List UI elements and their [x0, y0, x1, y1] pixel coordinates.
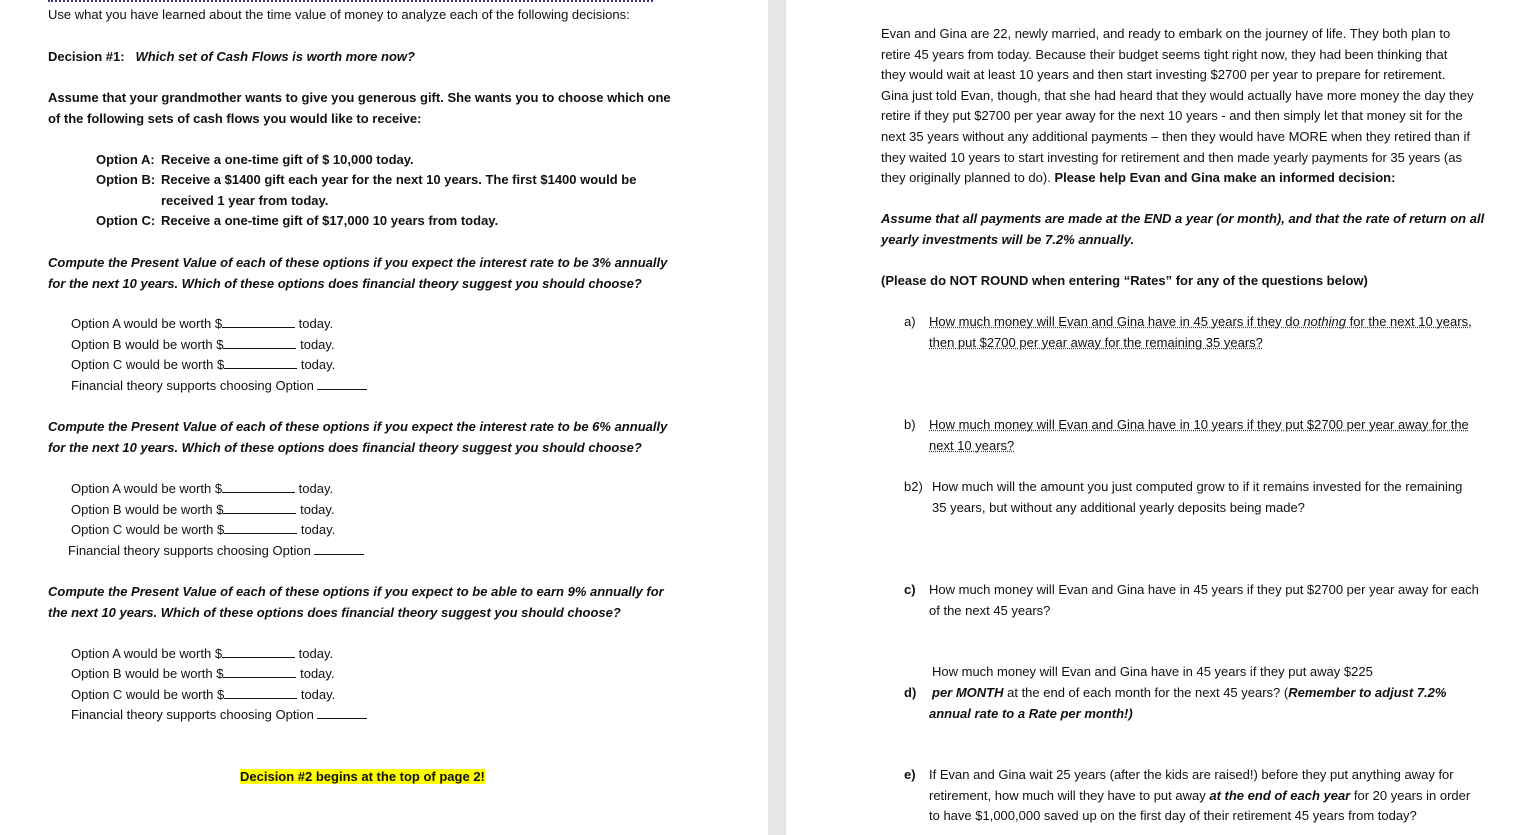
block2-option-a-row	[71, 479, 333, 500]
supports-prompt: Financial theory supports choosing Option	[71, 707, 314, 722]
story-last-bold: Please help Evan and Gina make an informed decision:	[1054, 170, 1396, 185]
block3-option-c-row	[71, 685, 335, 706]
qd-bold: Remember to adjust 7.2%	[1288, 685, 1447, 700]
option-b-prompt: Option B would be worth $	[71, 502, 224, 517]
today-label: today.	[300, 687, 336, 702]
answer-blank[interactable]	[222, 479, 295, 493]
option-a-label: Option A:	[96, 152, 155, 167]
option-b-label: Option B:	[96, 172, 156, 187]
choice-blank[interactable]	[317, 376, 367, 390]
option-c-prompt: Option C would be worth $	[71, 357, 225, 372]
qa-post: for the next 10 years,	[1345, 314, 1472, 329]
option-b-prompt: Option B would be worth $	[71, 666, 224, 681]
question-b2-label: b2)	[904, 479, 923, 494]
assumption-line-1: Assume that all payments are made at the END a year (or month), and that the rate of return on all	[881, 211, 1485, 226]
story-line-5: retire if they put $2700 per year away for the next 10 years - and then simply let that money sit for the	[881, 108, 1463, 123]
answer-blank[interactable]	[222, 314, 295, 328]
option-a-prompt: Option A would be worth $	[71, 481, 223, 496]
qd-post: at the end of each month for the next 45 years? (	[1003, 685, 1289, 700]
answer-blank[interactable]	[223, 335, 296, 349]
option-b-text-1: Receive a $1400 gift each year for the next 10 years. The first $1400 would be	[161, 172, 637, 187]
decision2-note-text: Decision #2 begins at the top of page 2!	[240, 769, 485, 784]
supports-prompt: Financial theory supports choosing Option	[71, 378, 314, 393]
qa-pre: How much money will Evan and Gina have in 45 years if they do	[929, 314, 1304, 329]
today-label: today.	[300, 337, 335, 352]
question-e-line-2	[929, 786, 1470, 807]
today-label: today.	[300, 522, 336, 537]
block2-option-b-row	[71, 500, 335, 521]
story-line-7: they waited 10 years to start investing for retirement and then made yearly payments for 35 years (as	[881, 150, 1462, 165]
block3-option-b-row	[71, 664, 335, 685]
assume-line-1: Assume that your grandmother wants to give you generous gift. She wants you to choose which one	[48, 90, 671, 105]
assumption-line-2: yearly investments will be 7.2% annually.	[881, 232, 1135, 247]
question-a-label: a)	[904, 314, 916, 329]
block2-question-line-1: Compute the Present Value of each of these options if you expect the interest rate to be 6% annually	[48, 419, 668, 434]
decision2-note	[240, 767, 485, 788]
qa-em: nothing	[1303, 314, 1346, 329]
question-a-line-1	[929, 312, 1472, 333]
today-label: today.	[298, 316, 334, 331]
question-e-line-1: If Evan and Gina wait 25 years (after the kids are raised!) before they put anything away for	[929, 767, 1454, 782]
option-c-prompt: Option C would be worth $	[71, 687, 225, 702]
question-c-line-2: of the next 45 years?	[929, 603, 1051, 618]
qe-bold: at the end of each year	[1209, 788, 1351, 803]
block1-option-a-row	[71, 314, 333, 335]
answer-blank[interactable]	[224, 520, 297, 534]
block1-supports-row	[71, 376, 367, 397]
story-line-3: they would wait at least 10 years and then start investing $2700 per year to prepare for retirement.	[881, 67, 1446, 82]
supports-prompt: Financial theory supports choosing Option	[68, 543, 311, 558]
block2-supports-row	[68, 541, 364, 562]
answer-blank[interactable]	[222, 644, 295, 658]
qe-pre: retirement, how much will they have to put away	[929, 788, 1210, 803]
story-line-8	[881, 168, 1395, 189]
block3-supports-row	[71, 705, 367, 726]
question-c-label: c)	[904, 582, 916, 597]
choice-blank[interactable]	[314, 541, 364, 555]
choice-blank[interactable]	[317, 705, 367, 719]
rounding-note: (Please do NOT ROUND when entering “Rates” for any of the questions below)	[881, 273, 1368, 288]
today-label: today.	[300, 357, 336, 372]
story-line-4: Gina just told Evan, though, that she had heard that they would actually have more money the day they	[881, 88, 1474, 103]
block3-question-line-2: the next 10 years. Which of these options does financial theory suggest you should choose?	[48, 605, 621, 620]
block1-option-b-row	[71, 335, 335, 356]
intro-text: Use what you have learned about the time value of money to analyze each of the following decisions:	[48, 7, 630, 22]
qd-em: per MONTH	[932, 685, 1004, 700]
question-d-label: d)	[904, 685, 917, 700]
page-gap	[768, 0, 786, 835]
block2-option-c-row	[71, 520, 335, 541]
option-b-prompt: Option B would be worth $	[71, 337, 224, 352]
question-b-label: b)	[904, 417, 916, 432]
option-c-text: Receive a one-time gift of $17,000 10 years from today.	[161, 213, 499, 228]
question-e-line-3: to have $1,000,000 saved up on the first day of their retirement 45 years from today?	[929, 808, 1417, 823]
option-b-text-2: received 1 year from today.	[161, 193, 329, 208]
answer-blank[interactable]	[223, 664, 296, 678]
question-b2-line-1: How much will the amount you just computed grow to if it remains invested for the remaining	[932, 479, 1463, 494]
question-b-line-1: How much money will Evan and Gina have in 10 years if they put $2700 per year away for the	[929, 417, 1469, 432]
option-a-prompt: Option A would be worth $	[71, 646, 223, 661]
story-line-2: retire 45 years from today. Because their budget seems tight right now, they had been thinking that	[881, 47, 1448, 62]
option-a-text: Receive a one-time gift of $ 10,000 today.	[161, 152, 414, 167]
today-label: today.	[298, 481, 334, 496]
qe-post: for 20 years in order	[1350, 788, 1471, 803]
decision1-heading	[48, 47, 415, 68]
block3-question-line-1: Compute the Present Value of each of these options if you expect to be able to earn 9% annually for	[48, 584, 664, 599]
option-a-prompt: Option A would be worth $	[71, 316, 223, 331]
question-b2-line-2: 35 years, but without any additional yearly deposits being made?	[932, 500, 1305, 515]
block1-question-line-1: Compute the Present Value of each of these options if you expect the interest rate to be 3% annually	[48, 255, 668, 270]
block3-option-a-row	[71, 644, 333, 665]
today-label: today.	[298, 646, 334, 661]
answer-blank[interactable]	[224, 685, 297, 699]
block2-question-line-2: for the next 10 years. Which of these options does financial theory suggest you should choose?	[48, 440, 642, 455]
question-c-line-1: How much money will Evan and Gina have in 45 years if they put $2700 per year away for each	[929, 582, 1479, 597]
story-last-plain: they originally planned to do).	[881, 170, 1055, 185]
question-d-line-2	[932, 683, 1446, 704]
decision1-label: Decision #1:	[48, 49, 125, 64]
option-c-label: Option C:	[96, 213, 156, 228]
header-dotted-rule	[48, 0, 653, 2]
block1-option-c-row	[71, 355, 335, 376]
question-b-line-2: next 10 years?	[929, 438, 1015, 453]
assume-line-2: of the following sets of cash flows you would like to receive:	[48, 111, 422, 126]
question-e-label: e)	[904, 767, 916, 782]
answer-blank[interactable]	[223, 500, 296, 514]
question-d-line-1: How much money will Evan and Gina have in 45 years if they put away $225	[932, 664, 1373, 679]
question-a-line-2: then put $2700 per year away for the remaining 35 years?	[929, 335, 1263, 350]
today-label: today.	[300, 666, 335, 681]
decision1-question: Which set of Cash Flows is worth more now?	[135, 49, 415, 64]
today-label: today.	[300, 502, 335, 517]
answer-blank[interactable]	[224, 355, 297, 369]
block1-question-line-2: for the next 10 years. Which of these options does financial theory suggest you should choose?	[48, 276, 642, 291]
question-d-line-3: annual rate to a Rate per month!)	[929, 706, 1133, 721]
option-c-prompt: Option C would be worth $	[71, 522, 225, 537]
story-line-1: Evan and Gina are 22, newly married, and ready to embark on the journey of life. They both plan to	[881, 26, 1451, 41]
story-line-6: next 35 years without any additional payments – then they would have MORE when they retired than if	[881, 129, 1470, 144]
